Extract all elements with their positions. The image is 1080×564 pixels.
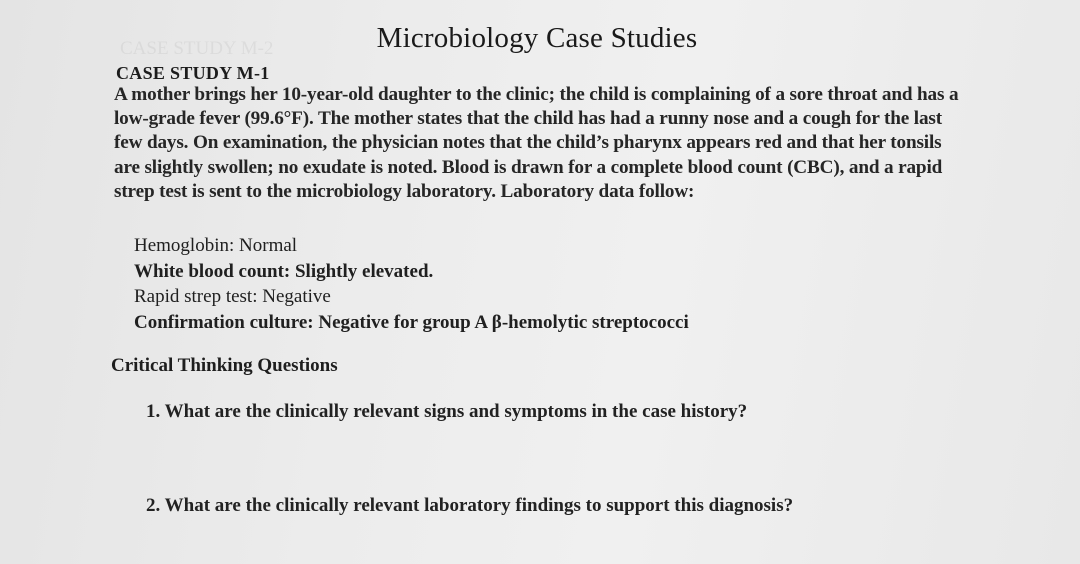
question-1: 1. What are the clinically relevant signs and symptoms in the case history? xyxy=(146,401,748,422)
critical-thinking-heading: Critical Thinking Questions xyxy=(111,355,338,376)
bleed-through-text: CASE STUDY M-2 xyxy=(120,38,274,59)
page-title: Microbiology Case Studies xyxy=(376,22,698,54)
lab-results-list xyxy=(134,233,689,335)
question-2: 2. What are the clinically relevant laboratory findings to support this diagnosis? xyxy=(146,495,794,516)
case-study-heading: CASE STUDY M-1 xyxy=(116,63,270,83)
lab-result-hemoglobin: Hemoglobin: Normal xyxy=(134,235,298,256)
lab-result-culture: Confirmation culture: Negative for group A β-hemolytic streptococci xyxy=(134,311,689,333)
lab-result-rapid-strep: Rapid strep test: Negative xyxy=(134,286,331,307)
lab-result-wbc: White blood count: Slightly elevated. xyxy=(134,260,434,282)
case-study-paragraph: A mother brings her 10-year-old daughter to the clinic; the child is complaining of a sore throat and has a low-grade fever (99.6°F). The mother states that the child has had a runny nose and a cough for the last few days. On examination, the physician notes that the child’s pharynx appears red and that her tonsils are slightly swollen; no exudate is noted. Blood is drawn for a complete blood count (CBC), and a rapid strep test is sent to the microbiology laboratory. Laboratory data follow: xyxy=(114,84,959,202)
